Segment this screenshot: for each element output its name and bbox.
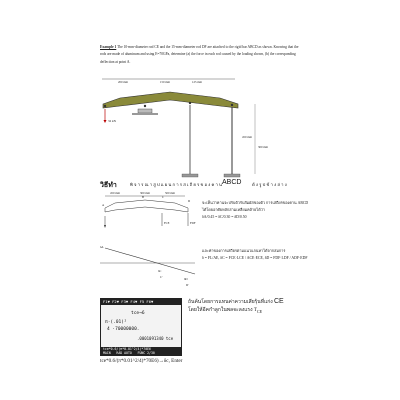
calc-line-3: 4 ·70000000. — [107, 327, 140, 332]
deflected-line — [105, 248, 195, 274]
point-c-prime: C' — [160, 275, 163, 279]
dim2-label-3: 500 mm — [165, 191, 175, 195]
calc-entry-text: tce*0.6/(π*0.01^2/4)*70E6 — [103, 347, 151, 351]
right-paragraph-1 — [202, 200, 312, 221]
base-e — [182, 174, 198, 177]
dim2-label-1: 450 mm — [110, 191, 120, 195]
point-c: C — [162, 195, 165, 199]
rigid-bar — [103, 92, 238, 108]
calculator-entry — [101, 347, 181, 355]
right-para1-text: จะเห็นว่าคานจะปรับตัวรับสัมผัสของตัว การเสถียรของคาน ABCD ได้โดยอาศัยหลักสามเหลี่ยมคล้ายได้ว่า — [202, 201, 309, 212]
height-label-1: 450 mm — [242, 135, 252, 139]
right-paragraph-2 — [202, 248, 312, 262]
solution-text-1: พิจารณาสูปแผนการสเถียรของคาน — [130, 182, 224, 187]
delta-a-label: δA — [100, 245, 104, 249]
pin-support — [138, 109, 152, 113]
delta-d-label: δD — [184, 277, 188, 281]
calc-line-1: tce→6 — [131, 311, 145, 316]
delta-c-label: δC — [158, 269, 162, 273]
dim-label-1: 200 mm — [118, 80, 128, 84]
problem-text: The 10-mm-diameter rod CE and the 15-mm-diameter rod DF are attached to the rigid bar ABCD as shown. Knowing that the rods are made of aluminum and using E=70GPa, determine (a) the force in each rod caused by the loading shown, (b) the corresponding deflection at point A. — [100, 45, 299, 64]
calculator-note — [188, 298, 313, 316]
problem-statement — [100, 44, 305, 66]
point-d: D — [188, 199, 191, 203]
force-df-label: FDF — [190, 221, 196, 225]
right-eq1: δA/0.45 = δC/0.30 = δD/0.50 — [202, 215, 247, 219]
calc-note-text: ถ้นค้นโดยการแทนค่าความเสียรุ้นที่แก่ง — [188, 300, 273, 305]
joint-c — [189, 102, 191, 104]
calculator-menu: F1▼ F2▼ F3▼ F4▼ F5 F6▼ — [101, 299, 181, 305]
joint-d — [231, 104, 233, 106]
load-arrow-head — [104, 120, 107, 123]
calculator-command: tce*0.6/(π*0.01^2/4)*70E6)→δc, Enter — [100, 358, 183, 364]
point-d-prime: D' — [186, 283, 189, 287]
height-label-2: 300 mm — [258, 145, 268, 149]
solution-text-2: ดังรูปข้างล่าง — [252, 182, 288, 187]
support-base — [132, 113, 158, 115]
point-b: B — [142, 195, 145, 199]
dim-label-2: 150 mm — [160, 80, 170, 84]
calculator-screen — [100, 298, 182, 356]
force-ce-label: FCE — [164, 221, 170, 225]
solution-abcd: ABCD — [222, 179, 242, 186]
bar-outline — [105, 200, 188, 212]
joint-b — [144, 105, 146, 107]
calc-note-ce: CE — [273, 298, 284, 305]
base-f — [224, 174, 240, 177]
figure-rigid-bar — [100, 76, 310, 181]
solution-label: วิธีทำ — [100, 181, 117, 189]
right-eq2: δ = FL/AE, δC = FCE·LCE / ACE·ECE, δD = FDF·LDF / ADF·EDF — [202, 256, 308, 260]
calc-status-text: MAIN RAD AUTO FUNC 2/30 — [103, 351, 155, 355]
example-label: Example 1 — [100, 45, 117, 49]
dim-label-3: 125 mm — [192, 80, 202, 84]
joint-a — [104, 105, 106, 107]
load-label: 32 kN — [108, 119, 116, 123]
calc-line-2: π·(.01)² — [105, 320, 127, 325]
point-a: A — [102, 203, 105, 207]
calc-note-sub: CE — [256, 309, 263, 314]
load2-arrow-head — [104, 225, 106, 228]
right-para2-text: และค่าของการเสถียรตามแนวแกนหาได้จากสมการ — [202, 249, 286, 253]
calc-note-text-2: โดยให้อีคกำลูกในพลจะลงแรง T — [188, 308, 257, 313]
dim2-label-2: 300 mm — [140, 191, 150, 195]
calc-line-4: .0001091340 tce — [137, 336, 174, 341]
